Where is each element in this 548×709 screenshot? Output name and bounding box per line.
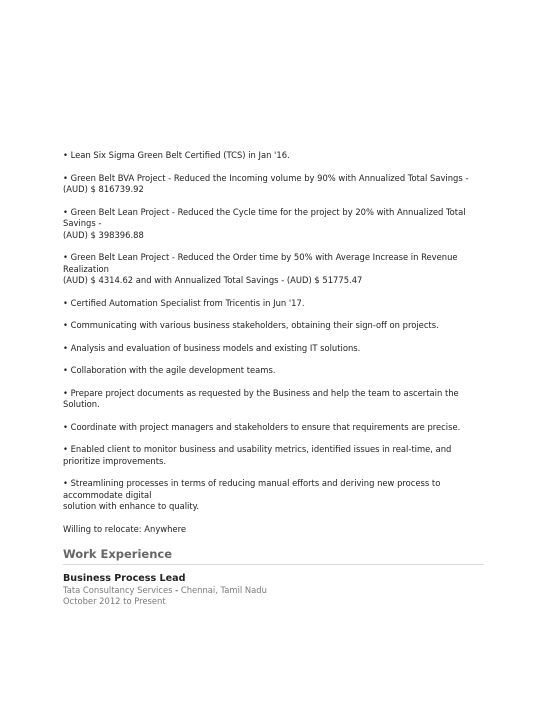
summary-bullet: • Prepare project documents as requested by the Business and help the team to ascertain the Solution. — [63, 387, 459, 409]
summary-bullet: • Coordinate with project managers and stakeholders to ensure that requirements are precise. — [63, 421, 461, 432]
relocation-preference: Willing to relocate: Anywhere — [63, 523, 186, 534]
company-name: Tata Consultancy Services — [63, 585, 173, 595]
summary-bullets — [63, 150, 488, 513]
job-dates: October 2012 to Present — [63, 596, 166, 606]
summary-bullet: • Streamlining processes in terms of reducing manual efforts and deriving new process to accommodate digital solution with enhance to quality. — [63, 478, 441, 511]
resume-page — [63, 150, 488, 607]
summary-bullet: • Certified Automation Specialist from Tricentis in Jun '17. — [63, 297, 305, 308]
job-title: Business Process Lead — [63, 573, 186, 584]
job-entry — [63, 573, 488, 607]
job-location: Chennai, Tamil Nadu — [180, 585, 267, 595]
summary-bullet: • Communicating with various business stakeholders, obtaining their sign-off on projects. — [63, 320, 439, 330]
summary-bullet: • Green Belt Lean Project - Reduced the Cycle time for the project by 20% with Annualized Total Savings - (AUD) $ 398396.88 — [63, 206, 466, 240]
summary-bullet: • Enabled client to monitor business and usability metrics, identified issues in real-time, and prioritize improvements. — [63, 444, 452, 466]
summary-bullet: • Analysis and evaluation of business models and existing IT solutions. — [63, 342, 361, 353]
summary-bullet: • Green Belt Lean Project - Reduced the Order time by 50% with Average Increase in Revenue Realization (AUD) $ 4314.62 and with Annualized Total Savings - (AUD) $ 51775.47 — [63, 252, 458, 285]
summary-bullet: • Green Belt BVA Project - Reduced the Incoming volume by 90% with Annualized Total Savings - (AUD) $ 816739.92 — [63, 172, 469, 194]
summary-bullet: • Lean Six Sigma Green Belt Certified (TCS) in Jan '16. — [63, 150, 290, 160]
job-company-line — [63, 585, 488, 596]
summary-bullet: • Collaboration with the agile development teams. — [63, 365, 276, 375]
company-separator: - — [172, 585, 181, 595]
work-experience-heading: Work Experience — [63, 547, 484, 565]
